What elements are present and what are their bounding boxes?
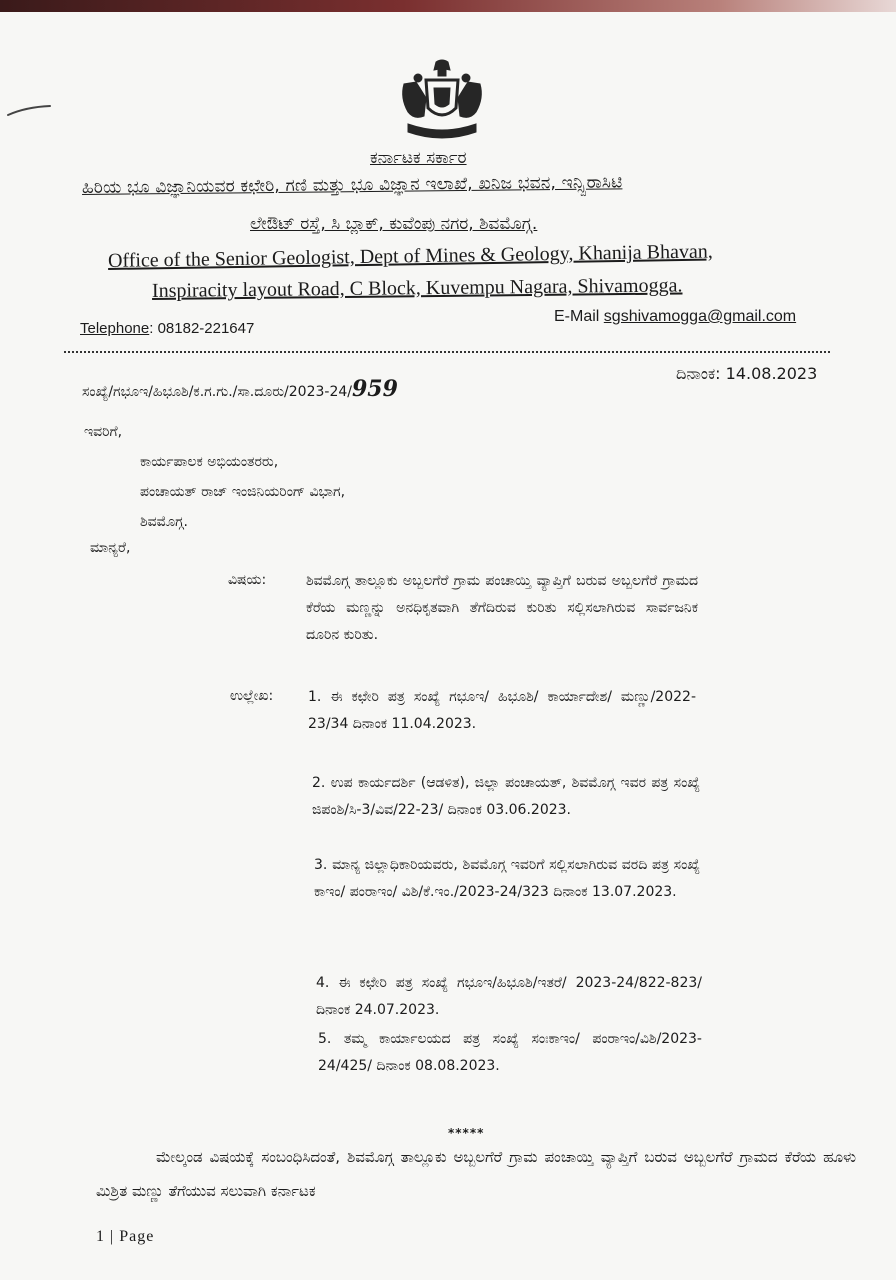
reference-item: 1. ಈ ಕಛೇರಿ ಪತ್ರ ಸಂಖ್ಯೆ ಗಭೂಇ/ ಹಿಭೂಶಿ/ ಕಾರ್ಯಾದೇಶ/ ಮಣ್ಣು/2022-23/34 ದಿನಾಂಕ 11.04.2023. — [308, 689, 696, 732]
date-value: 14.08.2023 — [725, 364, 818, 383]
letter-body: ಮೇಲ್ಕಂಡ ವಿಷಯಕ್ಕೆ ಸಂಬಂಧಿಸಿದಂತೆ, ಶಿವಮೊಗ್ಗ ತಾಲ್ಲೂಕು ಅಬ್ಬಲಗೆರೆ ಗ್ರಾಮ ಪಂಚಾಯ್ತಿ ವ್ಯಾಪ್ತಿಗೆ ಬರುವ ಅಬ್ಬಲಗೆರೆ ಗ್ರಾಮದ ಕೆರೆಯ ಹೂಳು ಮಿಶ್ರಿತ ಮಣ್ಣು ತೆಗೆಯುವ ಸಲುವಾಗಿ ಕರ್ನಾಟಕ — [96, 1148, 856, 1200]
subject-text: ಶಿವಮೊಗ್ಗ ತಾಲ್ಲೂಕು ಅಬ್ಬಲಗೆರೆ ಗ್ರಾಮ ಪಂಚಾಯ್ತಿ ವ್ಯಾಪ್ತಿಗೆ ಬರುವ ಅಬ್ಬಲಗೆರೆ ಗ್ರಾಮದ ಕೆರೆಯ ಮಣ್ಣನ್ನು ಅನಧಿಕೃತವಾಗಿ ತೆಗೆದಿರುವ ಕುರಿತು ಸಲ್ಲಿಸಲಾಗಿರುವ ಸಾರ್ವಜನಿಕ ದೂರಿನ ಕುರಿತು. — [306, 573, 698, 643]
telephone — [80, 320, 254, 337]
email — [554, 308, 796, 326]
header-divider — [64, 351, 830, 353]
addressee-line: ಕಾರ್ಯಪಾಲಕ ಅಭಿಯಂತರರು, — [140, 454, 279, 470]
top-paper-edge — [0, 0, 896, 12]
government-name: ಕರ್ನಾಟಕ ಸರ್ಕಾರ — [370, 148, 467, 168]
office-address-english-line2: Inspiracity layout Road, C Block, Kuvempu Nagara, Shivamogga. — [151, 274, 683, 302]
telephone-label: Telephone — [80, 320, 150, 337]
section-separator: ***** — [448, 1126, 485, 1140]
reference-number-handwritten: 959 — [351, 376, 398, 402]
addressee-line: ಪಂಚಾಯತ್ ರಾಜ್ ಇಂಜಿನಿಯರಿಂಗ್ ವಿಭಾಗ, — [140, 484, 346, 500]
salutation: ಮಾನ್ಯರೆ, — [90, 540, 131, 556]
reference-number-printed: ಸಂಖ್ಯೆ/ಗಭೂಇ/ಹಿಭೂಶಿ/ಕ.ಗ.ಗು./ಸಾ.ದೂರು/2023-24/ — [82, 384, 352, 400]
subject-label: ವಿಷಯ: — [228, 572, 267, 588]
page-number: 1 | Page — [96, 1228, 155, 1245]
reference-item: 4. ಈ ಕಛೇರಿ ಪತ್ರ ಸಂಖ್ಯೆ ಗಭೂಇ/ಹಿಭೂಶಿ/ಇತರೆ/ 2023-24/822-823/ ದಿನಾಂಕ 24.07.2023. — [316, 975, 702, 1018]
pen-mark — [6, 104, 52, 118]
addressee-line: ಶಿವಮೊಗ್ಗ. — [140, 514, 188, 530]
office-address-kannada-line2: ಲೇಔಟ್ ರಸ್ತೆ, ಸಿ ಬ್ಲಾಕ್, ಕುವೆಂಪು ನಗರ, ಶಿವಮೊಗ್ಗ. — [250, 214, 538, 234]
date-label: ದಿನಾಂಕ: — [676, 364, 721, 383]
telephone-value: : 08182-221647 — [149, 320, 255, 337]
reference-item: 3. ಮಾನ್ಯ ಜಿಲ್ಲಾಧಿಕಾರಿಯವರು, ಶಿವಮೊಗ್ಗ ಇವರಿಗೆ ಸಲ್ಲಿಸಲಾಗಿರುವ ವರದಿ ಪತ್ರ ಸಂಖ್ಯೆ ಕಾಇಂ/ ಪಂರಾಇಂ/ ವಿಶಿ/ಕೆ.ಇಂ./2023-24/323 ದಿನಾಂಕ 13.07.2023. — [314, 857, 700, 900]
letter-date — [676, 364, 817, 384]
office-address-english-line1: Office of the Senior Geologist, Dept of Mines & Geology, Khanija Bhavan, — [107, 240, 713, 272]
email-label: E-Mail — [554, 308, 600, 325]
reference-item: 2. ಉಪ ಕಾರ್ಯದರ್ಶಿ (ಆಡಳಿತ), ಜಿಲ್ಲಾ ಪಂಚಾಯತ್, ಶಿವಮೊಗ್ಗ ಇವರ ಪತ್ರ ಸಂಖ್ಯೆ ಜಿಪಂಶಿ/ಸಿ-3/ವಿವ/22-23/ ದಿನಾಂಕ 03.06.2023. — [312, 775, 700, 818]
office-address-kannada-line1: ಹಿರಿಯ ಭೂ ವಿಜ್ಞಾನಿಯವರ ಕಛೇರಿ, ಗಣಿ ಮತ್ತು ಭೂ ವಿಜ್ಞಾನ ಇಲಾಖೆ, ಖನಿಜ ಭವನ, ಇನ್ಸ್ಪಿರಾಸಿಟಿ — [81, 172, 623, 198]
karnataka-emblem-icon — [396, 58, 488, 146]
reference-item: 5. ತಮ್ಮ ಕಾರ್ಯಾಲಯದ ಪತ್ರ ಸಂಖ್ಯೆ ಸಂಃಕಾಇಂ/ ಪಂರಾಇಂ/ವಿಶಿ/2023-24/425/ ದಿನಾಂಕ 08.08.2023. — [318, 1031, 702, 1074]
references-label: ಉಲ್ಲೇಖ: — [230, 688, 274, 704]
email-address: sgshivamogga@gmail.com — [603, 308, 797, 325]
to-label: ಇವರಿಗೆ, — [84, 424, 123, 440]
letter-reference-number — [82, 376, 398, 402]
